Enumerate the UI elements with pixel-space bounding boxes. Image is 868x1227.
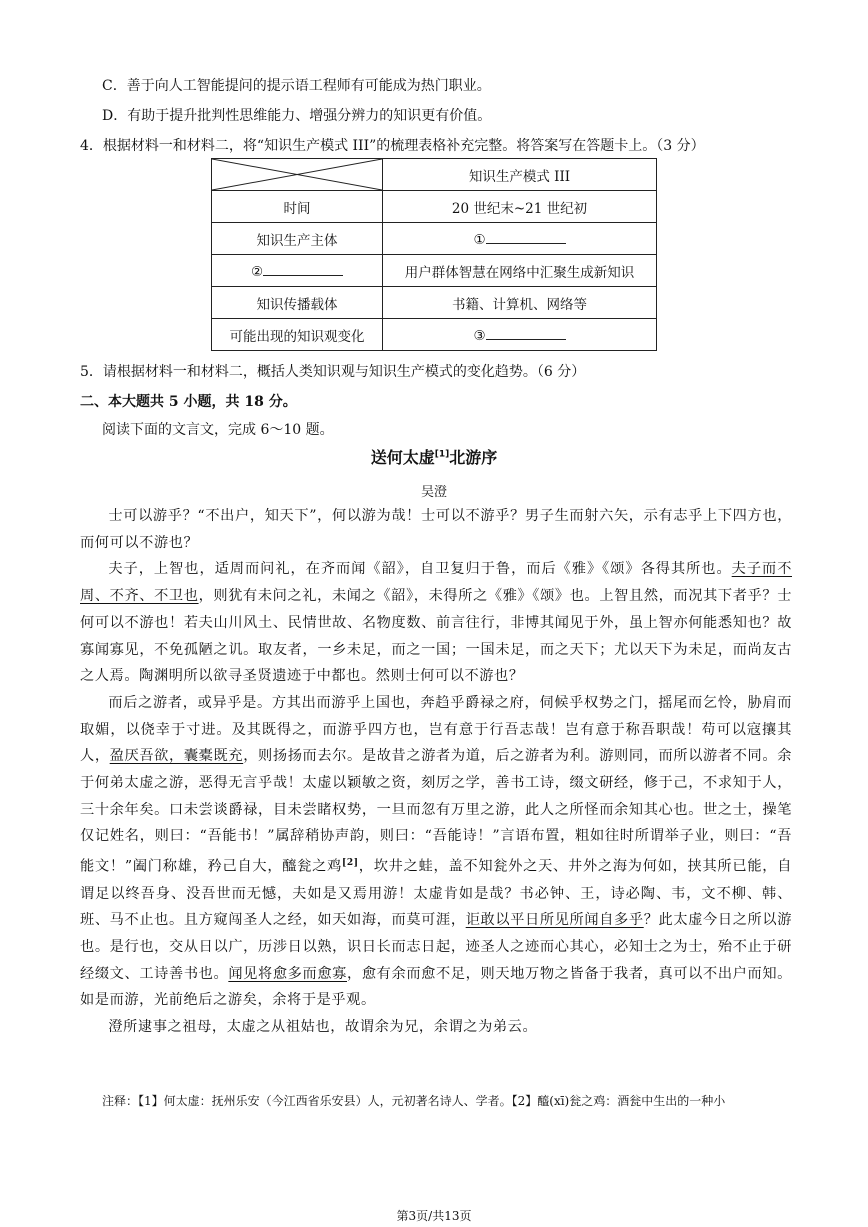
row-label: 可能出现的知识观变化 [212, 319, 383, 351]
page-number: 第3页/共13页 [396, 1209, 472, 1223]
table-row [212, 223, 657, 255]
underlined-sentence-2: 盈厌吾欲，囊橐既充 [109, 748, 244, 765]
paragraph-4: 澄所逮事之祖母，太虚之从祖姑也，故谓余为兄，余谓之为弟云。 [108, 1019, 538, 1036]
knowledge-mode-table [211, 158, 657, 351]
question-4: 4．根据材料一和材料二，将“知识生产模式 III”的梳理表格补充完整。将答案写在答题卡上。（3 分） [80, 138, 705, 154]
essay-author: 吴澄 [420, 485, 447, 500]
underlined-sentence-1: 夫子而不周、不齐、不卫也 [80, 561, 792, 605]
underlined-sentence-4: 闻见将愈多而愈寡 [228, 965, 348, 982]
question-5: 5．请根据材料一和材料二，概括人类知识观与知识生产模式的变化趋势。（6 分） [80, 364, 586, 380]
underlined-sentence-3: 讵敢以平日所见所闻自多乎 [465, 912, 644, 929]
table-header-row [212, 159, 657, 191]
diagonal-header-cell [212, 159, 383, 191]
answer-blank-2[interactable] [263, 261, 343, 276]
table-row [212, 255, 657, 287]
row-label: 时间 [212, 191, 383, 223]
option-d: D．有助于提升批判性思维能力、增强分辨力的知识更有价值。 [102, 108, 492, 124]
annotation-note: 注释：【1】何太虚：抚州乐安（今江西省乐安县）人，元初著名诗人、学者。【2】醯(xī)瓮之鸡：酒瓮中生出的一种小 [102, 1094, 726, 1108]
table-row [212, 319, 657, 351]
row-label: 知识生产主体 [212, 223, 383, 255]
table-row [212, 287, 657, 319]
reading-instruction: 阅读下面的文言文，完成 6～10 题。 [102, 422, 334, 438]
row-value: 20 世纪末~21 世纪初 [383, 191, 657, 223]
row-value-blank: ③ [383, 319, 657, 351]
table-row [212, 191, 657, 223]
option-c: C．善于向人工智能提问的提示语工程师有可能成为热门职业。 [102, 78, 491, 94]
section-heading: 二、本大题共 5 小题，共 18 分。 [80, 394, 297, 410]
paragraph-1: 士可以游乎？“不出户，知天下”，何以游为哉！士可以不游乎？男子生而射六矢，示有志乎上下四方也，而何可以不游也？ [80, 508, 792, 551]
footnote-ref-1: [1] [434, 449, 450, 460]
paragraph-3: 而后之游者，或异乎是。方其出而游乎上国也，奔趋乎爵禄之府，伺候乎权势之门，摇尾而乞怜，胁肩而取媚，以侥幸于寸进。及其既得之，而游乎四方也，岂有意于行吾志哉！岂有意于称吾职哉！苟可以寇攘其人，盈厌吾欲，囊橐既充，则扬扬而去尔。是故昔之游者为道，后之游者为利。游则同，而所以游者不同。余于何弟太虚之游，恶得无言乎哉！太虚以颖敏之资，刻厉之学，善书工诗，缀文研经，修于己，不求知于人，三十余年矣。口未尝谈爵禄，目未尝睹权势，一旦而忽有万里之游，此人之所怪而余知其心也。世之士，操笔仅记姓名，则曰：“吾能书！”属辞稍协声韵，则曰：“吾能诗！”言语布置，粗如往时所谓举子业，则曰：“吾能文！”阖门称雄，矜己自大，醯瓮之鸡[2]，坎井之蛙，盖不知瓮外之天、井外之海为何如，挟其所已能，自谓足以终吾身、没吾世而无憾，夫如是又焉用游！太虚肯如是哉？书必钟、王，诗必陶、韦，文不柳、韩、班、马不止也。且方窥闯圣人之经，如天如海，而莫可涯，讵敢以平日所见所闻自多乎？此太虚今日之所以游也。是行也，交从日以广，历涉日以熟，识日长而志日起，迹圣人之迹而心其心，必知士之为士，殆不止于研经缀文、工诗善书也。闻见将愈多而愈寡，愈有余而愈不足，则天地万物之皆备于我者，真可以不出户而知。如是而游，光前绝后之游矣，余将于是乎观。 [80, 694, 793, 1009]
diagonal-lines [212, 159, 382, 190]
essay-body [80, 503, 792, 1041]
row-value: 书籍、计算机、网络等 [383, 287, 657, 319]
essay-title: 送何太虚[1]北游序 [370, 448, 498, 467]
row-label: 知识传播载体 [212, 287, 383, 319]
table-header: 知识生产模式 III [383, 159, 657, 191]
row-value: 用户群体智慧在网络中汇聚生成新知识 [383, 255, 657, 287]
answer-blank-3[interactable] [486, 325, 566, 340]
paragraph-2: 夫子，上智也，适周而问礼，在齐而闻《韶》，自卫复归于鲁，而后《雅》《颂》各得其所也。夫子而不周、不齐、不卫也，则犹有未问之礼，未闻之《韶》，未得所之《雅》《颂》也。上智且然，而况其下者乎？士何可以不游也！若夫山川风土、民情世故、名物度数、前言往行，非博其闻见于外，虽上智亦何能悉知也？故寡闻寡见，不免孤陋之讥。取友者，一乡未足，而之一国；一国未足，而之天下；尤以天下为未足，而尚友古之人焉。陶渊明所以欲寻圣贤遗迹于中都也。然则士何可以不游也？ [80, 561, 792, 685]
footnote-ref-2: [2] [342, 858, 359, 869]
answer-blank-1[interactable] [486, 229, 566, 244]
row-value-blank: ① [383, 223, 657, 255]
row-label-blank: ② [212, 255, 383, 287]
